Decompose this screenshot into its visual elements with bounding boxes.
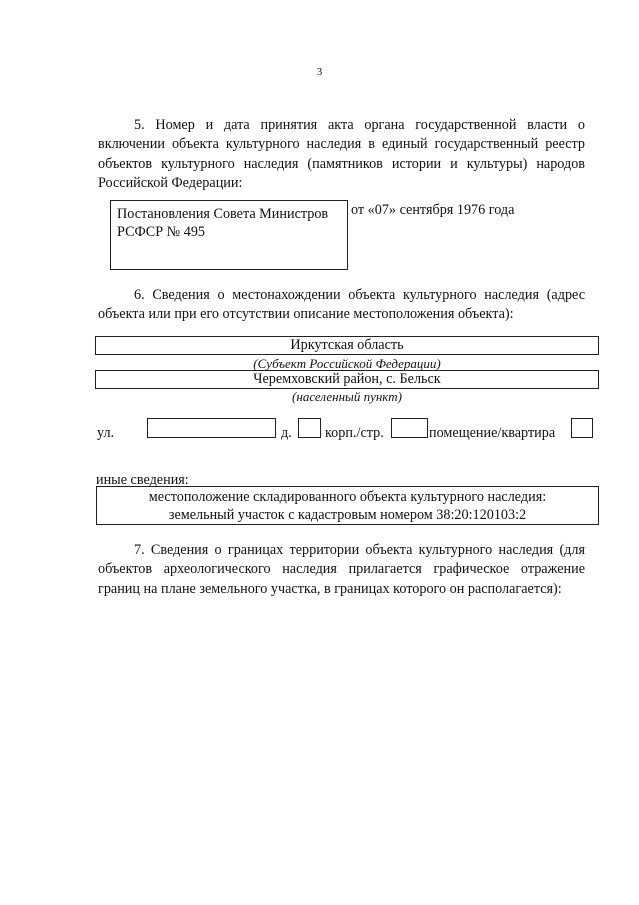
other-info-line-2: земельный участок с кадастровым номером 38:20:120103:2 — [168, 507, 527, 523]
other-info-box — [96, 486, 599, 525]
section-7-text: 7. Сведения о границах территории объекта культурного наследия (для объектов археологического наследия прилагается графическое отражение границ на плане земельного участка, в границах которого он располагается): — [98, 542, 585, 597]
other-info-line-1: местоположение складированного объекта культурного наследия: — [148, 489, 547, 505]
building-label: корп./стр. — [325, 425, 384, 441]
locality-caption: (населенный пункт) — [292, 389, 402, 404]
act-name-line-2: РСФСР № 495 — [117, 224, 206, 240]
act-name-box — [110, 200, 348, 270]
street-label: ул. — [97, 425, 115, 441]
apartment-label: помещение/квартира — [429, 425, 556, 441]
region-field: Иркутская область — [95, 336, 599, 355]
section-6-text: 6. Сведения о местонахождении объекта культурного наследия (адрес объекта или при его отсутствии описание местоположения объекта): — [98, 287, 585, 323]
street-field — [147, 418, 276, 438]
section-5-text: 5. Номер и дата принятия акта органа государственной власти о включении объекта культурного наследия в единый государственный реестр объектов культурного наследия (памятников истории и культуры) народов Российской Федерации: — [98, 117, 585, 191]
locality-field: Черемховский район, с. Бельск — [95, 370, 599, 389]
house-label: д. — [281, 425, 292, 441]
other-info-label: иные сведения: — [96, 472, 189, 488]
apartment-field — [571, 418, 593, 438]
act-date: от «07» сентября 1976 года — [351, 202, 515, 218]
region-caption: (Субъект Российской Федерации) — [253, 356, 441, 371]
house-field — [298, 418, 321, 438]
act-name-line-1: Постановления Совета Министров — [117, 206, 329, 222]
building-field — [391, 418, 428, 438]
page-number: 3 — [316, 66, 323, 78]
